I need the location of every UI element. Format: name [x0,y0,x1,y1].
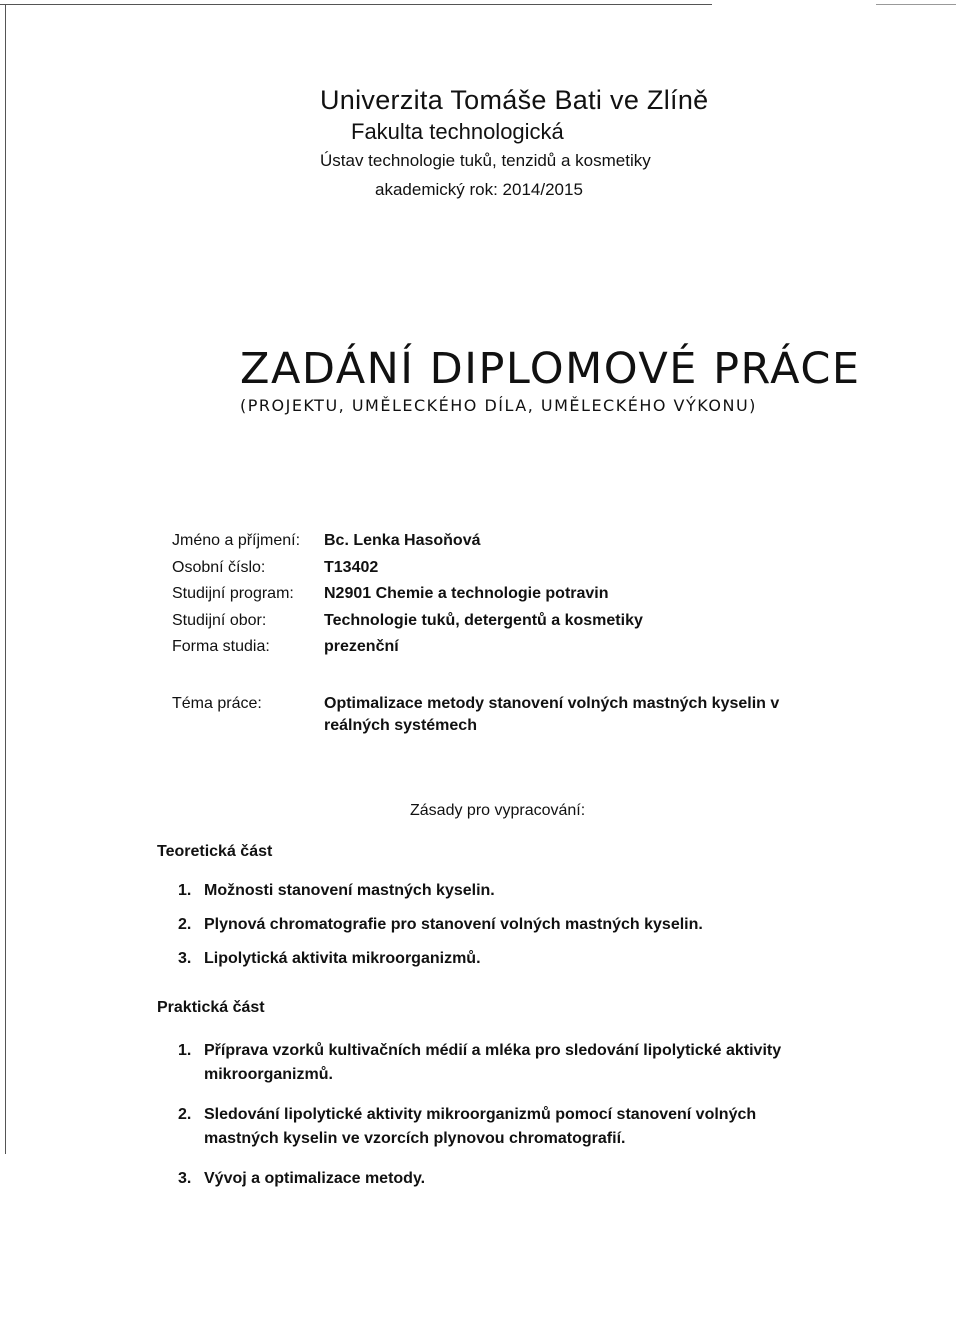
list-item-text: Možnosti stanovení mastných kyselin. [204,882,495,899]
scan-border-top-right [876,4,956,5]
info-row-field [172,608,643,635]
document-subtitle: (PROJEKTU, UMĚLECKÉHO DÍLA, UMĚLECKÉHO VÝKONU) [240,396,757,415]
thesis-topic [172,693,794,737]
list-item [178,1039,804,1087]
document-header [320,82,720,204]
list-item-text: Lipolytická aktivita mikroorganizmů. [204,950,481,967]
list-item-number: 2. [178,916,192,933]
list-item-number: 3. [178,950,192,967]
practice-heading: Praktická část [157,999,265,1016]
info-row-id [172,555,643,582]
institute-name: Ústav technologie tuků, tenzidů a kosmetiky [320,151,651,170]
list-item [178,1103,804,1151]
list-item [178,879,804,903]
list-item-number: 2. [178,1106,192,1123]
field-label: Studijní obor: [172,611,267,629]
list-item-text: Vývoj a optimalizace metody. [204,1170,426,1187]
list-item-number: 3. [178,1170,192,1187]
list-item [178,1167,804,1191]
name-label: Jméno a příjmení: [172,532,301,550]
program-label: Studijní program: [172,585,294,603]
study-field: Technologie tuků, detergentů a kosmetiky [324,611,643,629]
theory-heading: Teoretická část [157,843,273,860]
academic-year: akademický rok: 2014/2015 [375,180,583,199]
topic-label: Téma práce: [172,695,262,712]
theory-list [178,879,804,981]
list-item-number: 1. [178,1042,192,1059]
id-label: Osobní číslo: [172,558,266,576]
list-item [178,947,804,971]
list-item-text: Sledování lipolytické aktivity mikroorganizmů pomocí stanovení volných mastných kyselin ve vzorcích plynovou chromatografií. [204,1106,757,1147]
principles-title: Zásady pro vypracování: [410,802,586,819]
list-item-number: 1. [178,882,192,899]
form-label: Forma studia: [172,638,270,656]
faculty-name: Fakulta technologická [351,119,564,144]
study-form: prezenční [324,638,399,656]
study-program: N2901 Chemie a technologie potravin [324,585,609,603]
info-row-form [172,634,643,661]
student-name: Bc. Lenka Hasoňová [324,532,481,550]
list-item-text: Plynová chromatografie pro stanovení volných mastných kyselin. [204,916,703,933]
practice-list [178,1039,804,1207]
scan-border-top [0,4,712,5]
document-title: ZADÁNÍ DIPLOMOVÉ PRÁCE [240,344,861,394]
list-item-text: Příprava vzorků kultivačních médií a mléka pro sledování lipolytické aktivity mikroorganizmů. [204,1042,782,1083]
student-id: T13402 [324,558,379,576]
university-name: Univerzita Tomáše Bati ve Zlíně [320,85,709,115]
topic-value: Optimalizace metody stanovení volných mastných kyselin v reálných systémech [324,695,780,734]
info-row-name [172,528,643,555]
student-info [172,528,643,661]
list-item [178,913,804,937]
scan-border-left [5,4,6,1154]
info-row-program [172,581,643,608]
